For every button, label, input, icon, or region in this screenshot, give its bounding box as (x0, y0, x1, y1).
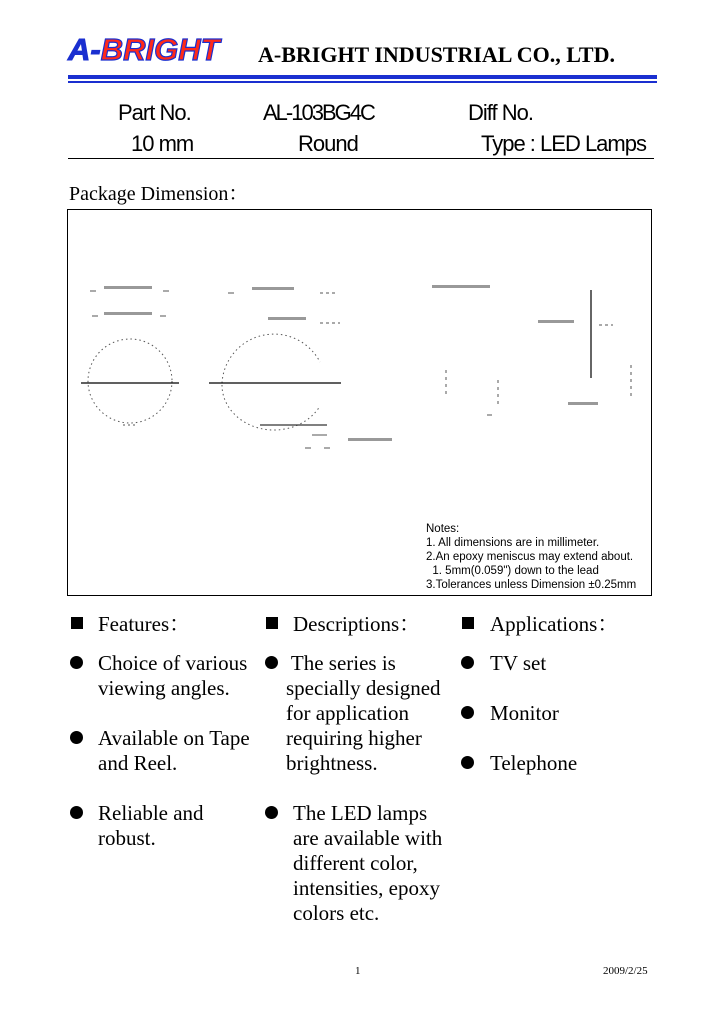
feature-bullet (70, 806, 83, 819)
description-text: requiring higher (286, 726, 422, 750)
applications-bullet-square (462, 617, 474, 629)
note-line: 1. All dimensions are in millimeter. (426, 537, 600, 549)
part-no-label: Part No. (118, 100, 191, 125)
application-text: Monitor (490, 701, 559, 725)
note-line: Notes: (426, 523, 460, 535)
description-text: different color, (293, 851, 418, 875)
description-text: are available with (293, 826, 443, 850)
feature-text: viewing angles. (98, 676, 230, 700)
descriptions-bullet-square (266, 617, 278, 629)
type-value: Type : LED Lamps (481, 131, 646, 156)
feature-text: Choice of various (98, 651, 248, 675)
feature-text: Reliable and (98, 801, 204, 825)
footer-date: 2009/2/25 (603, 965, 648, 977)
part-info-rule (68, 158, 654, 159)
package-dimension-label: Package Dimension： (69, 183, 249, 205)
application-bullet (461, 756, 474, 769)
description-text: brightness. (286, 751, 378, 775)
description-text: colors etc. (293, 901, 380, 925)
description-text: intensities, epoxy (293, 876, 440, 900)
description-text: for application (286, 701, 410, 725)
applications-heading: Applications： (490, 612, 619, 636)
package-notes (426, 522, 636, 592)
description-text: specially designed (286, 676, 441, 700)
diff-no-label: Diff No. (468, 100, 533, 125)
application-text: TV set (490, 651, 547, 675)
company-name: A-BRIGHT INDUSTRIAL CO., LTD. (258, 42, 615, 67)
header-rule-thin (68, 81, 657, 83)
feature-bullet (70, 731, 83, 744)
features-heading: Features： (98, 612, 191, 636)
feature-text: and Reel. (98, 751, 178, 775)
company-logo: A-BRIGHT (68, 32, 220, 67)
size-value: 10 mm (131, 131, 194, 156)
note-line: 1. 5mm(0.059") down to the lead (426, 565, 599, 577)
description-text: The LED lamps (293, 801, 428, 825)
features-bullet-square (71, 617, 83, 629)
part-no-value: AL-103BG4C (263, 100, 374, 125)
feature-text: robust. (98, 826, 156, 850)
feature-bullet (70, 656, 83, 669)
application-bullet (461, 656, 474, 669)
application-text: Telephone (490, 751, 578, 775)
header-rule-thick (68, 75, 657, 79)
descriptions-heading: Descriptions： (293, 612, 421, 636)
note-line: 2.An epoxy meniscus may extend about. (426, 551, 634, 563)
page-number: 1 (355, 965, 361, 977)
note-line: 3.Tolerances unless Dimension ±0.25mm (426, 579, 637, 591)
feature-text: Available on Tape (98, 726, 250, 750)
application-bullet (461, 706, 474, 719)
description-text: The series is (286, 651, 396, 675)
description-bullet (265, 806, 278, 819)
description-bullet (265, 656, 278, 669)
shape-value: Round (298, 131, 358, 156)
